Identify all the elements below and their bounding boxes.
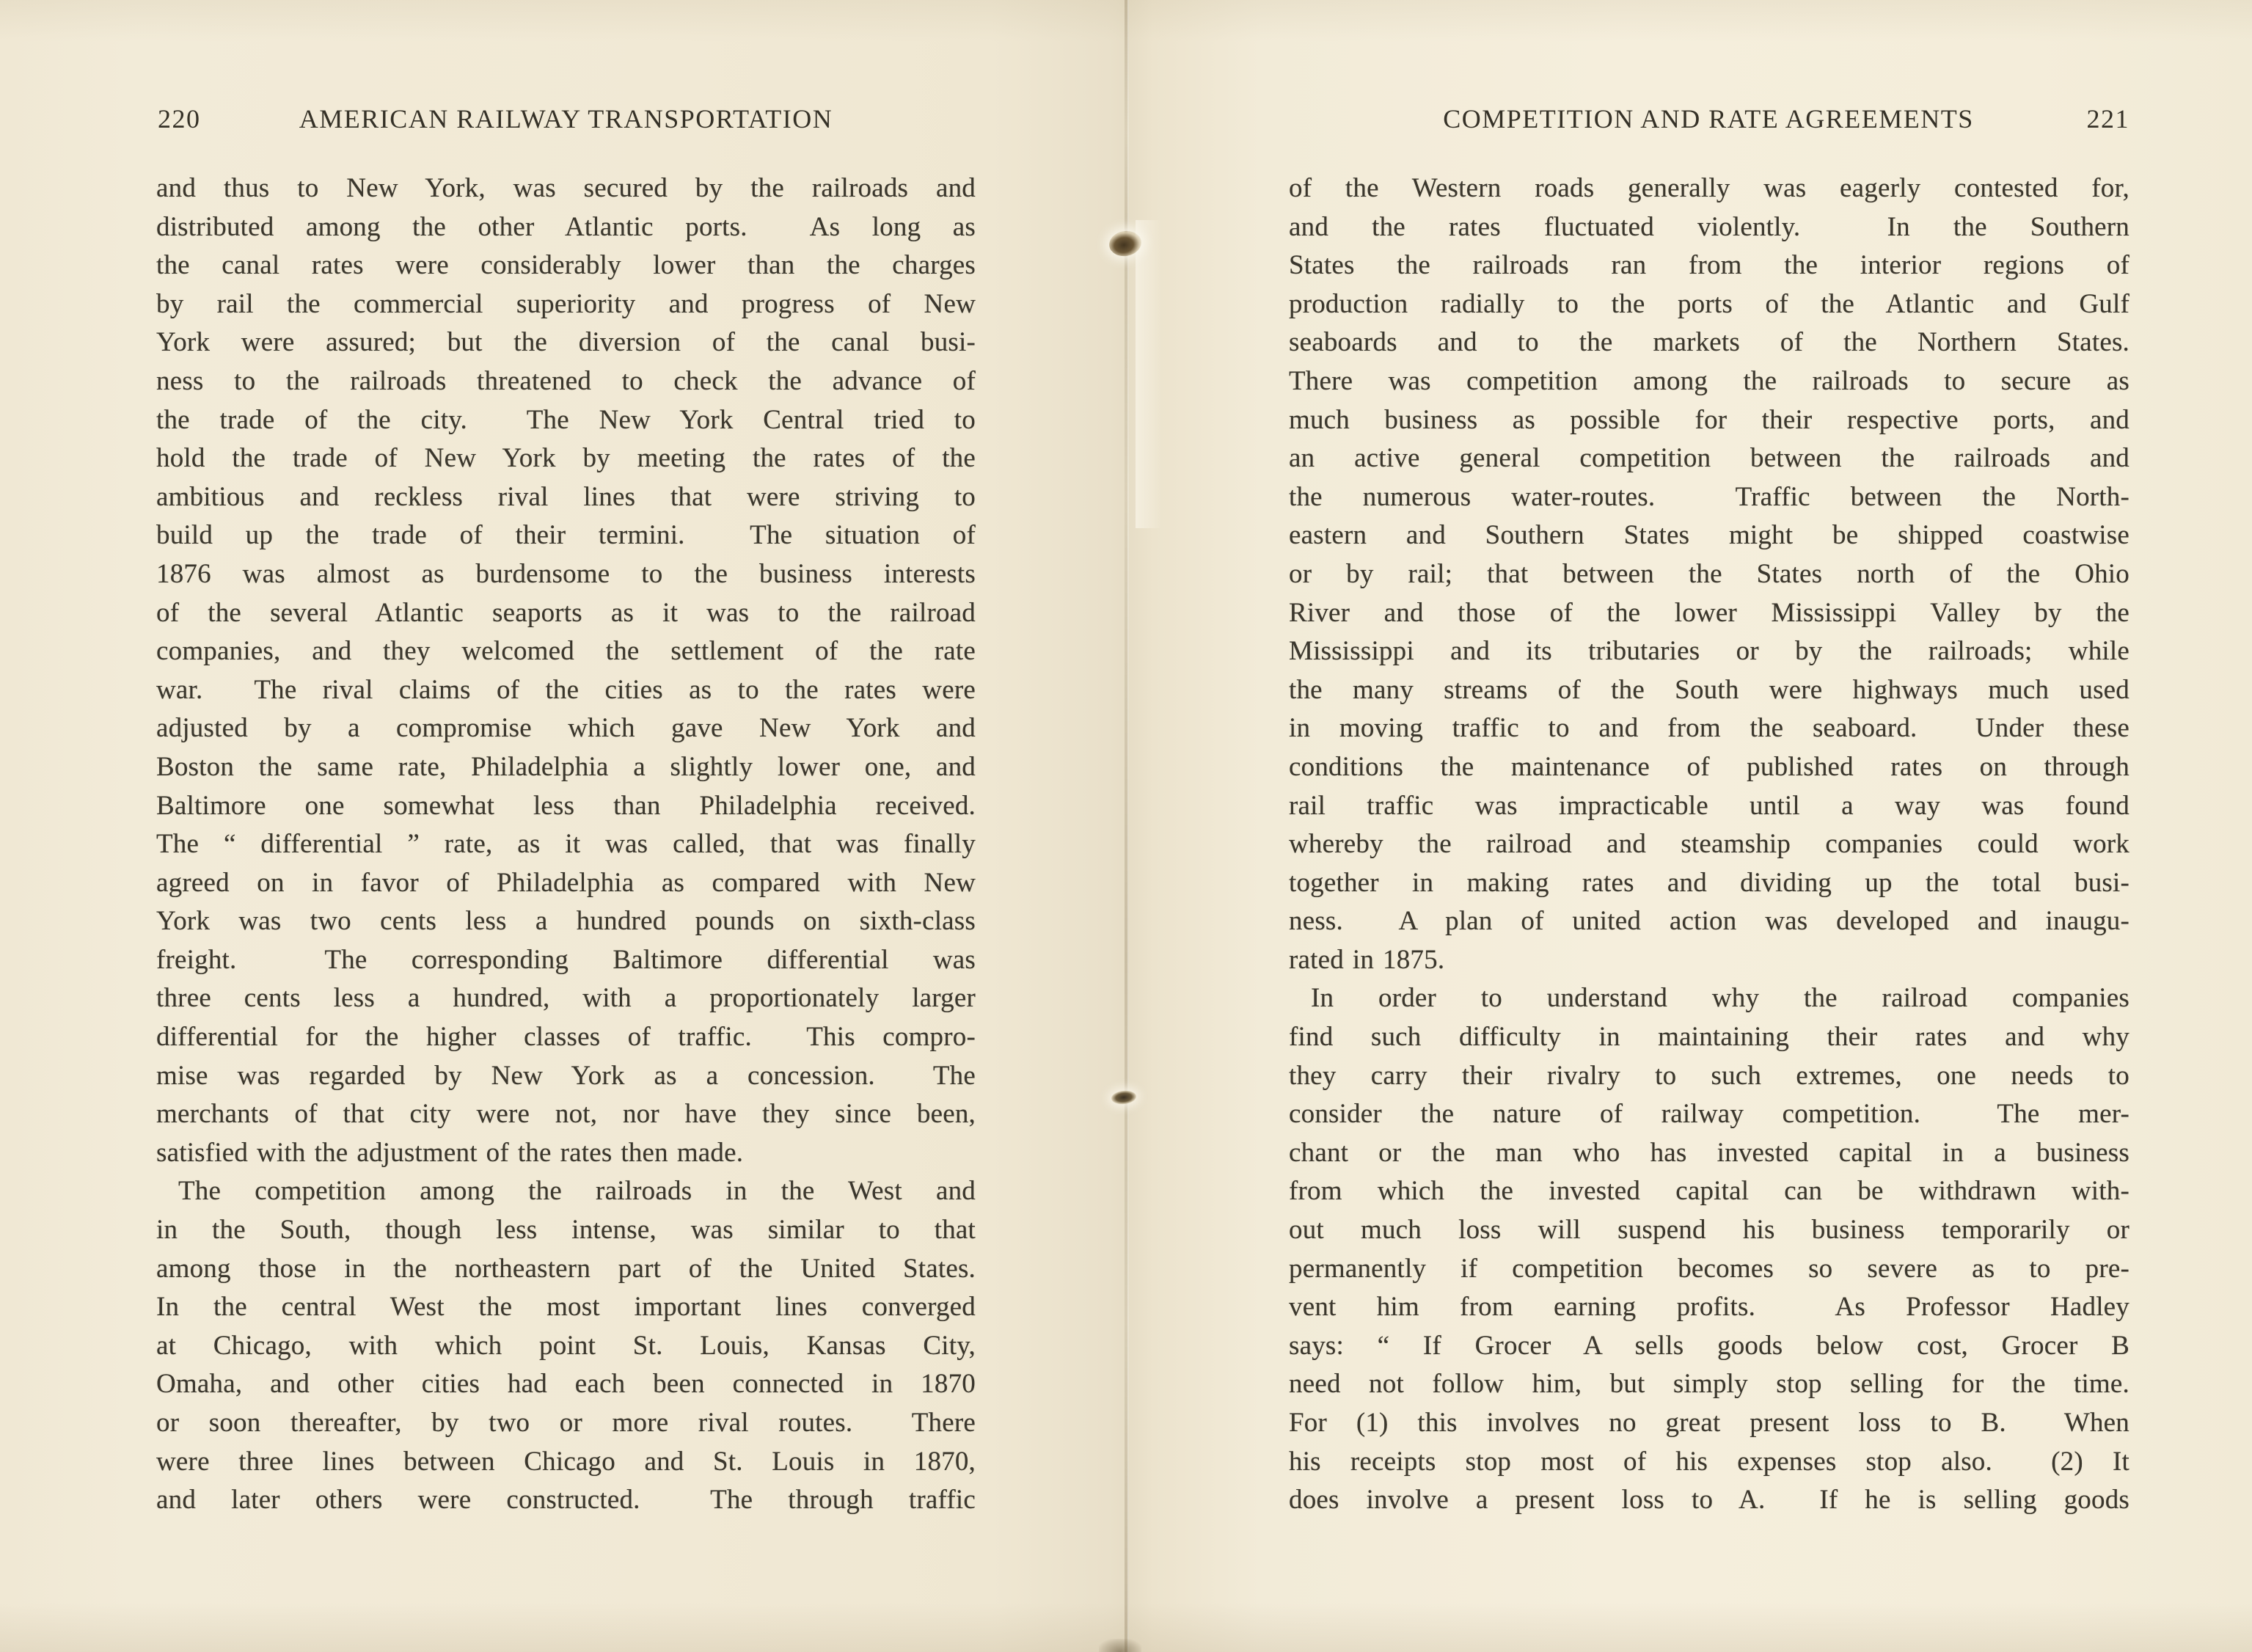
text-line: seaboards and to the markets of the Northern States. [1289,327,2129,358]
right-page-number: 221 [2086,104,2129,134]
text-line: the numerous water-routes. Traffic between the North- [1289,481,2129,512]
text-line: war. The rival claims of the cities as to the rates were [156,674,976,705]
right-running-head [1287,103,2129,137]
text-line: the many streams of the South were highways much used [1289,674,2129,705]
text-line: the trade of the city. The New York Central tried to [156,404,976,435]
text-line: or by rail; that between the States north of the Ohio [1289,558,2129,589]
text-line: companies, and they welcomed the settlement of the rate [156,636,976,667]
text-line: in moving traffic to and from the seaboard. Under these [1289,713,2129,744]
text-line: out much loss will suspend his business temporarily or [1289,1215,2129,1246]
text-line: says: “ If Grocer A sells goods below cost, Grocer B [1289,1330,2129,1361]
text-line: in the South, though less intense, was similar to that [156,1215,976,1246]
text-line: whereby the railroad and steamship companies could work [1289,829,2129,860]
text-line: at Chicago, with which point St. Louis, Kansas City, [156,1330,976,1361]
text-line: conditions the maintenance of published rates on through [1289,751,2129,782]
text-line: Baltimore one somewhat less than Philadelphia received. [156,790,976,821]
binding-stitch-bottom [1111,1089,1137,1105]
text-line: they carry their rivalry to such extremes, one needs to [1289,1060,2129,1091]
text-line: Omaha, and other cities had each been connected in 1870 [156,1369,976,1400]
text-line: an active general competition between the railroads and [1289,443,2129,474]
text-line: and the rates fluctuated violently. In the Southern [1289,211,2129,242]
text-line: the canal rates were considerably lower than the charges [156,250,976,281]
text-line: eastern and Southern States might be shipped coastwise [1289,520,2129,551]
text-line: 1876 was almost as burdensome to the business interests [156,558,976,589]
text-line: chant or the man who has invested capital in a business [1289,1137,2129,1168]
text-line: ness. A plan of united action was developed and inaugu- [1289,906,2129,937]
text-line: of the several Atlantic seaports as it was to the railroad [156,597,976,628]
left-page-number: 220 [158,104,201,134]
text-line: satisfied with the adjustment of the rates then made. [156,1137,744,1168]
text-line: of the Western roads generally was eagerly contested for, [1289,173,2129,203]
text-line: Mississippi and its tributaries or by the railroads; while [1289,636,2129,667]
left-running-title: AMERICAN RAILWAY TRANSPORTATION [299,104,833,134]
text-line: find such difficulty in maintaining their rates and why [1289,1022,2129,1053]
text-line: build up the trade of their termini. The situation of [156,520,976,551]
text-line: There was competition among the railroads to secure as [1289,365,2129,396]
text-line: or soon thereafter, by two or more rival routes. There [156,1408,976,1438]
text-line: need not follow him, but simply stop selling for the time. [1289,1369,2129,1400]
text-line: were three lines between Chicago and St. Louis in 1870, [156,1446,976,1477]
text-line: permanently if competition becomes so severe as to pre- [1289,1253,2129,1284]
text-line: For (1) this involves no great present loss to B. When [1289,1408,2129,1438]
text-line: three cents less a hundred, with a proportionately larger [156,983,976,1014]
right-running-title: COMPETITION AND RATE AGREEMENTS [1443,104,1974,134]
text-line: among those in the northeastern part of the United States. [156,1253,976,1284]
text-line: differential for the higher classes of traffic. This compro- [156,1022,976,1053]
text-line: distributed among the other Atlantic ports. As long as [156,211,976,242]
text-line: vent him from earning profits. As Professor Hadley [1289,1292,2129,1323]
text-line: freight. The corresponding Baltimore differential was [156,944,976,975]
text-line: In the central West the most important lines converged [156,1292,976,1323]
text-line: together in making rates and dividing up the total busi- [1289,867,2129,898]
text-line: his receipts stop most of his expenses stop also. (2) It [1289,1446,2129,1477]
text-line: and later others were constructed. The through traffic [156,1485,976,1516]
text-line: by rail the commercial superiority and progress of New [156,288,976,319]
text-line: mise was regarded by New York as a concession. The [156,1060,976,1091]
text-line: Boston the same rate, Philadelphia a slightly lower one, and [156,751,976,782]
text-line: In order to understand why the railroad companies [1311,983,2129,1014]
text-line: much business as possible for their respective ports, and [1289,404,2129,435]
text-line: York were assured; but the diversion of the canal busi- [156,327,976,358]
text-line: agreed on in favor of Philadelphia as compared with New [156,867,976,898]
text-line: rail traffic was impracticable until a way was found [1289,790,2129,821]
text-line: The “ differential ” rate, as it was called, that was finally [156,829,976,860]
text-line: hold the trade of New York by meeting the rates of the [156,443,976,474]
left-page-text [156,169,976,1520]
text-line: consider the nature of railway competition. The mer- [1289,1099,2129,1130]
left-running-head [156,103,976,137]
text-line: adjusted by a compromise which gave New York and [156,713,976,744]
text-line: merchants of that city were not, nor have they since been, [156,1099,976,1130]
text-line: from which the invested capital can be withdrawn with- [1289,1176,2129,1207]
text-line: States the railroads ran from the interior regions of [1289,250,2129,281]
text-line: ness to the railroads threatened to check the advance of [156,365,976,396]
gutter-bottom-shadow [1099,1639,1141,1652]
text-line: production radially to the ports of the Atlantic and Gulf [1289,288,2129,319]
text-line: and thus to New York, was secured by the railroads and [156,173,976,203]
text-line: ambitious and reckless rival lines that were striving to [156,481,976,512]
text-line: does involve a present loss to A. If he is selling goods [1289,1485,2129,1516]
text-line: rated in 1875. [1289,944,1445,975]
text-line: The competition among the railroads in the West and [178,1176,976,1207]
text-line: River and those of the lower Mississippi Valley by the [1289,597,2129,628]
right-page-text [1289,169,2129,1520]
text-line: York was two cents less a hundred pounds on sixth-class [156,906,976,937]
gutter-dent [1136,220,1169,528]
